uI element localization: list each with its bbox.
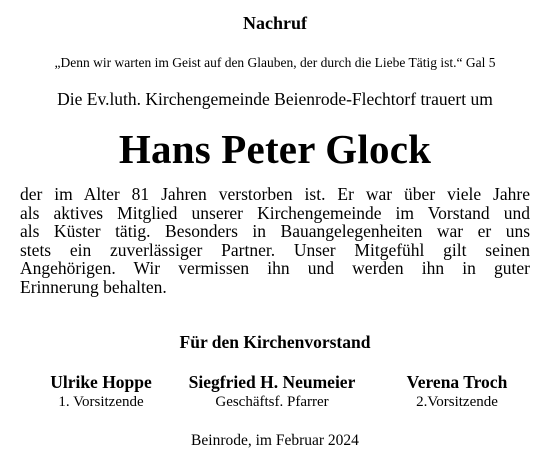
signatory-name: Verena Troch <box>406 372 508 392</box>
obituary-text <box>20 185 530 297</box>
intro-line: Die Ev.luth. Kirchengemeinde Beienrode-Flechtorf trauert um <box>57 89 493 109</box>
signatory-role: Geschäftsf. Pfarrer <box>215 394 329 410</box>
signatory-name: Siegfried H. Neumeier <box>188 372 356 392</box>
obituary-text-line: als aktives Mitglied unserer Kirchengemeinde im Vorstand und <box>20 202 530 223</box>
board-label: Für den Kirchenvorstand <box>179 332 371 352</box>
signatory-role: 2.Vorsitzende <box>416 394 498 410</box>
bible-quote: „Denn wir warten im Geist auf den Glauben, der durch die Liebe Tätig ist.“ Gal 5 <box>54 55 496 70</box>
obituary-text-line: Angehörigen. Wir vermissen ihn und werden ihn in guter <box>20 258 530 279</box>
obituary-text-line: als Küster tätig. Besonders in Bauangelegenheiten war er uns <box>20 221 530 242</box>
place-and-date: Beinrode, im Februar 2024 <box>191 432 359 449</box>
deceased-name: Hans Peter Glock <box>118 126 432 172</box>
obituary-text-line: der im Alter 81 Jahren verstorben ist. Er war über viele Jahre <box>20 184 530 204</box>
signatory-pastor <box>172 372 372 411</box>
notice-heading: Nachruf <box>243 13 307 33</box>
signatory-name: Ulrike Hoppe <box>50 372 152 392</box>
signatory-chair <box>16 372 186 411</box>
obituary-text-line: Erinnerung behalten. <box>20 276 167 297</box>
obituary-text-line: stets ein zuverlässiger Partner. Unser Mitgefühl gilt seinen <box>20 239 530 260</box>
signatory-vice-chair <box>370 372 544 411</box>
signatory-role: 1. Vorsitzende <box>58 394 144 410</box>
